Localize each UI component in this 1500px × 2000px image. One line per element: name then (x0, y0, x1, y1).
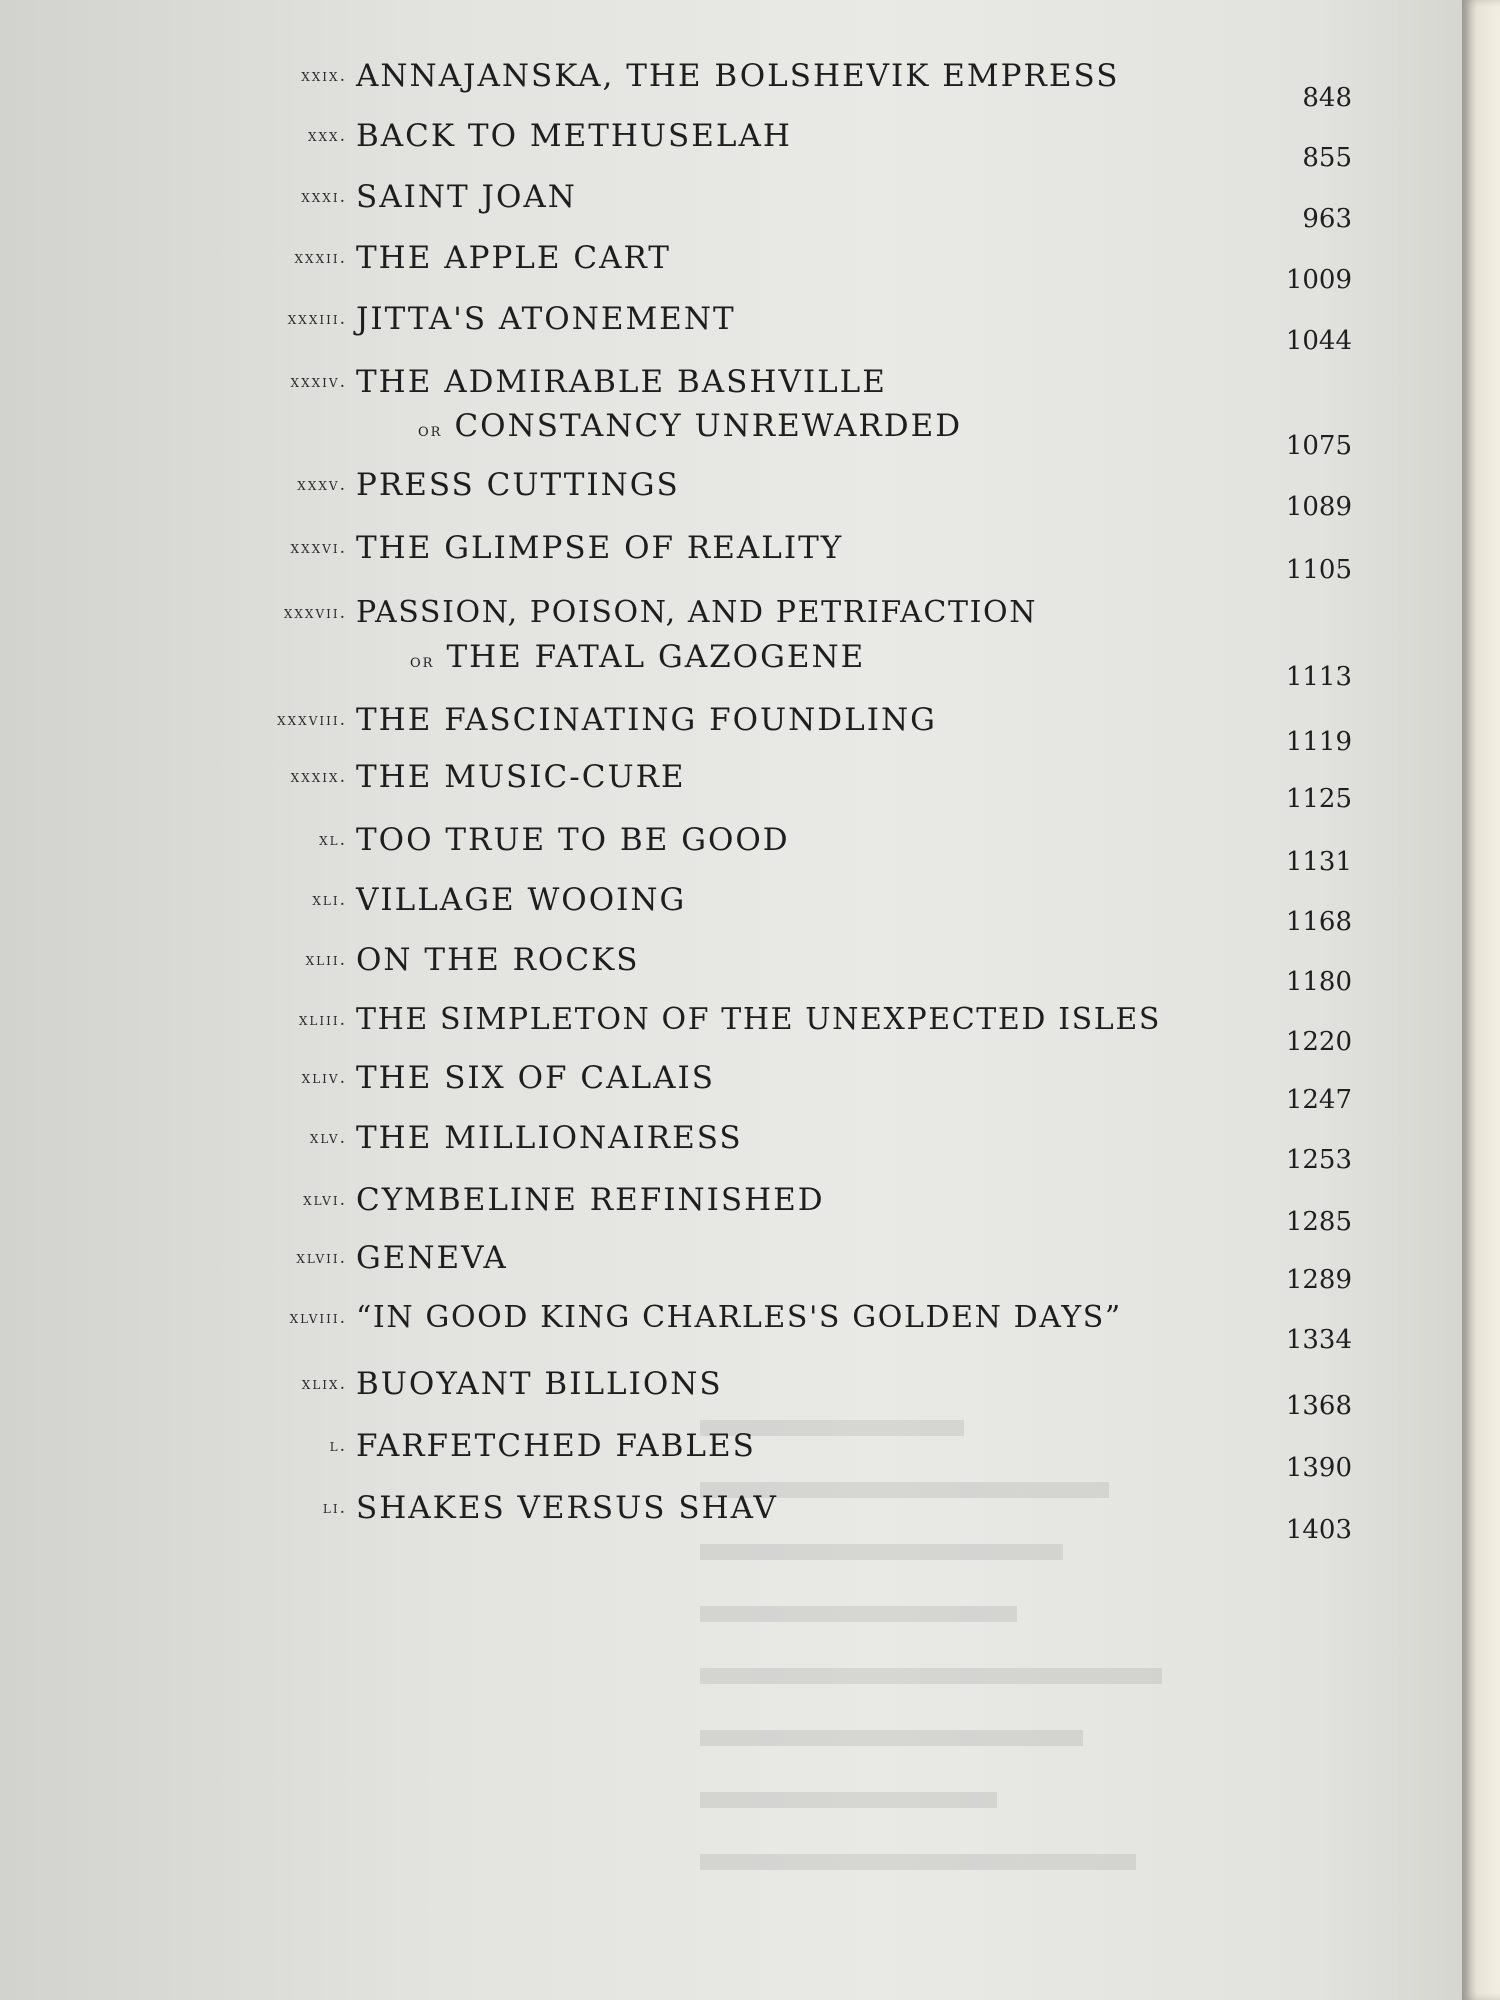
entry-page: 1168 (1285, 907, 1352, 937)
entry-title: THE MUSIC-CURE (356, 759, 686, 795)
entry-page: 1247 (1285, 1085, 1352, 1115)
page-edge (1462, 0, 1500, 2000)
entry-title: THE APPLE CART (356, 240, 671, 276)
entry-number: xlvii. (296, 1248, 347, 1268)
entry-page: 1368 (1285, 1391, 1352, 1421)
entry-number: xlvi. (303, 1190, 347, 1210)
entry-number: xlviii. (289, 1308, 347, 1328)
entry-title: “IN GOOD KING CHARLES'S GOLDEN DAYS” (356, 1300, 1122, 1335)
entry-page: 1119 (1285, 727, 1352, 757)
entry-number: xxxiv. (290, 372, 347, 392)
entry-title: THE FASCINATING FOUNDLING (356, 702, 937, 738)
entry-title: THE SIX OF CALAIS (356, 1060, 715, 1096)
entry-number: xliii. (298, 1010, 347, 1030)
entry-page: 855 (1302, 143, 1352, 173)
entry-number: xxxviii. (277, 710, 347, 730)
entry-page: 1131 (1285, 847, 1352, 877)
entry-number: xxxvii. (283, 603, 347, 623)
entry-title: TOO TRUE TO BE GOOD (356, 822, 790, 858)
entry-subtitle-line (410, 637, 865, 682)
entry-number: xxxii. (294, 248, 347, 268)
entry-subtitle: CONSTANCY UNREWARDED (454, 408, 963, 444)
entry-number: li. (322, 1498, 347, 1518)
entry-number: xxxiii. (287, 309, 347, 329)
entry-page: 1105 (1285, 555, 1352, 585)
entry-number: xxxvi. (290, 538, 347, 558)
entry-number: xlv. (309, 1128, 347, 1148)
entry-page: 1253 (1285, 1145, 1352, 1175)
entry-title: SHAKES VERSUS SHAV (356, 1490, 778, 1526)
entry-number: xxx. (307, 126, 347, 146)
entry-subtitle-line (418, 406, 962, 451)
entry-title: PASSION, POISON, AND PETRIFACTION (356, 595, 1038, 630)
entry-title: SAINT JOAN (356, 179, 577, 215)
entry-number: xli. (312, 890, 347, 910)
entry-page: 1285 (1285, 1207, 1352, 1237)
entry-page: 1044 (1285, 326, 1352, 356)
entry-title: GENEVA (356, 1240, 508, 1276)
entry-title: THE SIMPLETON OF THE UNEXPECTED ISLES (356, 1002, 1161, 1037)
entry-page: 963 (1302, 204, 1352, 234)
entry-number: xxxi. (301, 187, 347, 207)
entry-title: JITTA'S ATONEMENT (356, 301, 736, 337)
entry-page: 1125 (1285, 784, 1352, 814)
entry-title: BUOYANT BILLIONS (356, 1366, 723, 1402)
entry-number: xxxv. (297, 475, 347, 495)
entry-page: 1220 (1285, 1027, 1352, 1057)
entry-title: CYMBELINE REFINISHED (356, 1182, 825, 1218)
entry-title: VILLAGE WOOING (356, 882, 687, 918)
entry-page: 848 (1302, 83, 1352, 113)
entry-number: xxxix. (290, 767, 347, 787)
entry-page: 1289 (1285, 1265, 1352, 1295)
entry-title: ANNAJANSKA, THE BOLSHEVIK EMPRESS (356, 58, 1120, 94)
entry-page: 1334 (1285, 1325, 1352, 1355)
entry-title: THE ADMIRABLE BASHVILLE (356, 364, 887, 400)
entry-number: xlii. (305, 950, 347, 970)
entry-title: ON THE ROCKS (356, 942, 640, 978)
entry-number: l. (329, 1436, 347, 1456)
entry-page: 1390 (1285, 1453, 1352, 1483)
or-connector: or (418, 420, 443, 441)
entry-page: 1113 (1285, 662, 1352, 692)
entry-page: 1009 (1285, 265, 1352, 295)
entry-page: 1180 (1285, 967, 1352, 997)
entry-title: THE MILLIONAIRESS (356, 1120, 743, 1156)
entry-subtitle: THE FATAL GAZOGENE (446, 639, 866, 675)
entry-page: 1075 (1285, 431, 1352, 461)
entry-page: 1403 (1285, 1515, 1352, 1545)
entry-number: xlix. (301, 1374, 347, 1394)
entry-title: THE GLIMPSE OF REALITY (356, 530, 844, 566)
entry-number: xliv. (301, 1068, 347, 1088)
entry-page: 1089 (1285, 492, 1352, 522)
entry-title: PRESS CUTTINGS (356, 467, 680, 503)
entry-title: BACK TO METHUSELAH (356, 118, 792, 154)
entry-title: FARFETCHED FABLES (356, 1428, 756, 1464)
entry-number: xl. (319, 830, 347, 850)
entry-number: xxix. (301, 66, 347, 86)
or-connector: or (410, 651, 435, 672)
